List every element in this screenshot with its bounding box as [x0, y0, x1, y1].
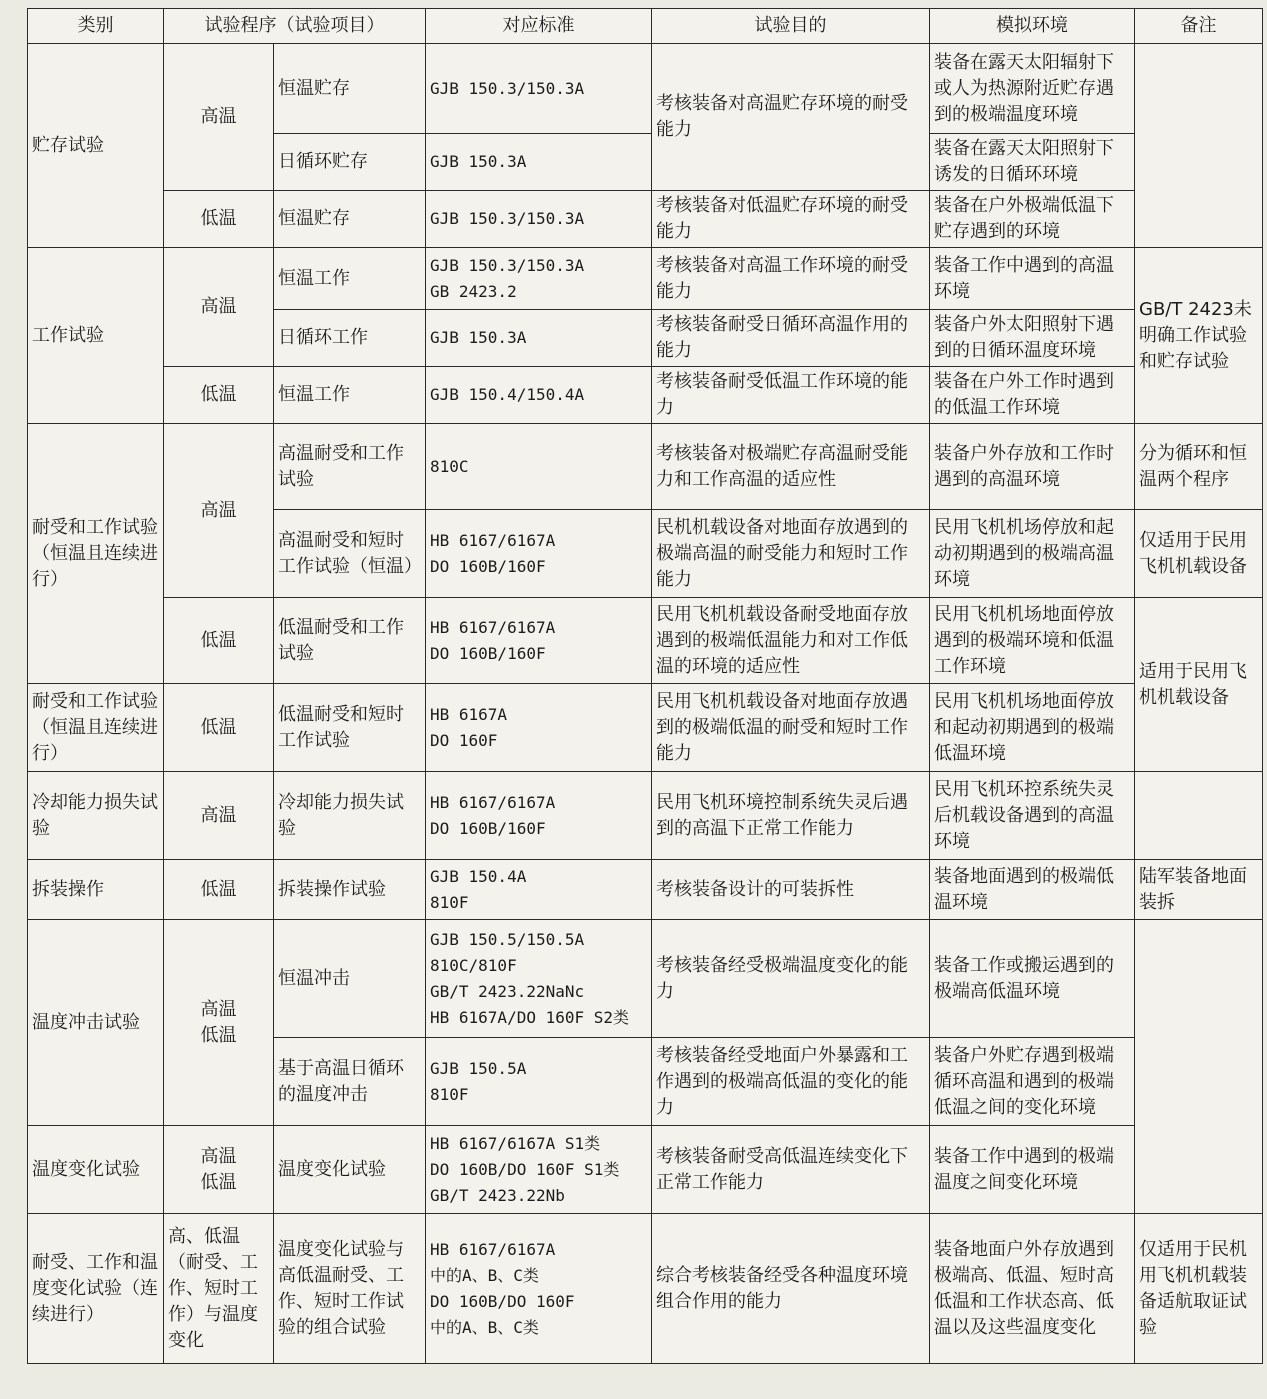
standard-cell: 810C [426, 424, 652, 510]
item-cell: 温度变化试验 [274, 1126, 426, 1214]
header-procedure: 试验程序（试验项目） [164, 9, 426, 44]
environment-cell: 民用飞机环控系统失灵后机载设备遇到的高温环境 [930, 772, 1135, 860]
environment-cell: 民用飞机机场停放和起动初期遇到的极端高温环境 [930, 510, 1135, 598]
purpose-cell: 考核装备经受极端温度变化的能力 [652, 920, 930, 1038]
purpose-cell: 考核装备对低温贮存环境的耐受能力 [652, 191, 930, 248]
purpose-cell: 考核装备设计的可装拆性 [652, 860, 930, 920]
standard-cell: HB 6167A DO 160F [426, 684, 652, 772]
category-cell: 拆装操作 [28, 860, 164, 920]
item-cell: 高温耐受和短时工作试验（恒温） [274, 510, 426, 598]
header-row [28, 9, 1263, 44]
purpose-cell: 民用飞机环境控制系统失灵后遇到的高温下正常工作能力 [652, 772, 930, 860]
table-row [28, 860, 1263, 920]
table-row [28, 920, 1263, 1038]
item-cell: 温度变化试验与高低温耐受、工作、短时工作试验的组合试验 [274, 1214, 426, 1364]
note-cell: GB/T 2423未明确工作试验和贮存试验 [1135, 248, 1263, 424]
standard-cell: GJB 150.3/150.3A [426, 191, 652, 248]
table-row [28, 248, 1263, 310]
item-cell: 高温耐受和工作试验 [274, 424, 426, 510]
table-row [28, 191, 1263, 248]
item-cell: 冷却能力损失试验 [274, 772, 426, 860]
note-cell: 仅适用于民用飞机机载设备 [1135, 510, 1263, 598]
table-row [28, 44, 1263, 134]
note-cell [1135, 920, 1263, 1214]
note-cell: 仅适用于民机用飞机机载装备适航取证试验 [1135, 1214, 1263, 1364]
purpose-cell: 考核装备经受地面户外暴露和工作遇到的极端高低温的变化的能力 [652, 1038, 930, 1126]
standard-cell: GJB 150.3A [426, 134, 652, 191]
standard-cell: GJB 150.3/150.3A GB 2423.2 [426, 248, 652, 310]
environment-cell: 装备在户外极端低温下贮存遇到的环境 [930, 191, 1135, 248]
environment-cell: 装备在露天太阳辐射下或人为热源附近贮存遇到的极端温度环境 [930, 44, 1135, 134]
temperature-cell: 高温 [164, 248, 274, 367]
category-cell: 冷却能力损失试验 [28, 772, 164, 860]
table-row [28, 1126, 1263, 1214]
environment-cell: 民用飞机机场地面停放遇到的极端环境和低温工作环境 [930, 598, 1135, 684]
temperature-cell: 高温 低温 [164, 920, 274, 1126]
table-row [28, 598, 1263, 684]
category-cell: 温度冲击试验 [28, 920, 164, 1126]
note-cell [1135, 772, 1263, 860]
item-cell: 低温耐受和短时工作试验 [274, 684, 426, 772]
temperature-cell: 高温 [164, 772, 274, 860]
category-cell: 耐受、工作和温度变化试验（连续进行） [28, 1214, 164, 1364]
category-cell: 工作试验 [28, 248, 164, 424]
standard-cell: GJB 150.3/150.3A [426, 44, 652, 134]
purpose-cell: 民用飞机机载设备耐受地面存放遇到的极端低温能力和对工作低温的环境的适应性 [652, 598, 930, 684]
item-cell: 低温耐受和工作试验 [274, 598, 426, 684]
temperature-cell: 低温 [164, 684, 274, 772]
environment-cell: 民用飞机机场地面停放和起动初期遇到的极端低温环境 [930, 684, 1135, 772]
environment-cell: 装备工作中遇到的高温环境 [930, 248, 1135, 310]
environment-cell: 装备户外太阳照射下遇到的日循环温度环境 [930, 310, 1135, 367]
standard-cell: GJB 150.5/150.5A 810C/810F GB/T 2423.22NaNc HB 6167A/DO 160F S2类 [426, 920, 652, 1038]
item-cell: 拆装操作试验 [274, 860, 426, 920]
table-row [28, 424, 1263, 510]
note-cell [1135, 44, 1263, 248]
environment-cell: 装备户外贮存遇到极端循环高温和遇到的极端低温之间的变化环境 [930, 1038, 1135, 1126]
table-row [28, 772, 1263, 860]
purpose-cell: 考核装备耐受高低温连续变化下正常工作能力 [652, 1126, 930, 1214]
item-cell: 恒温贮存 [274, 191, 426, 248]
standard-cell: HB 6167/6167A S1类 DO 160B/DO 160F S1类 GB/T 2423.22Nb [426, 1126, 652, 1214]
environment-cell: 装备地面户外存放遇到极端高、低温、短时高低温和工作状态高、低温以及这些温度变化 [930, 1214, 1135, 1364]
header-category: 类别 [28, 9, 164, 44]
environment-cell: 装备地面遇到的极端低温环境 [930, 860, 1135, 920]
standard-cell: GJB 150.4/150.4A [426, 367, 652, 424]
standard-cell: HB 6167/6167A 中的A、B、C类 DO 160B/DO 160F 中的A、B、C类 [426, 1214, 652, 1364]
note-cell: 陆军装备地面装拆 [1135, 860, 1263, 920]
standard-cell: GJB 150.4A 810F [426, 860, 652, 920]
temperature-cell: 高、低温（耐受、工作、短时工作）与温度变化 [164, 1214, 274, 1364]
standard-cell: GJB 150.5A 810F [426, 1038, 652, 1126]
temperature-cell: 高温 [164, 44, 274, 191]
purpose-cell: 民用飞机机载设备对地面存放遇到的极端低温的耐受和短时工作能力 [652, 684, 930, 772]
purpose-cell: 考核装备耐受低温工作环境的能力 [652, 367, 930, 424]
category-cell: 耐受和工作试验（恒温且连续进行） [28, 424, 164, 684]
item-cell: 基于高温日循环的温度冲击 [274, 1038, 426, 1126]
environment-cell: 装备工作中遇到的极端温度之间变化环境 [930, 1126, 1135, 1214]
header-purpose: 试验目的 [652, 9, 930, 44]
temperature-cell: 低温 [164, 860, 274, 920]
purpose-cell: 考核装备对极端贮存高温耐受能力和工作高温的适应性 [652, 424, 930, 510]
temperature-cell: 低温 [164, 367, 274, 424]
environment-cell: 装备在露天太阳照射下诱发的日循环环境 [930, 134, 1135, 191]
item-cell: 恒温贮存 [274, 44, 426, 134]
standard-cell: HB 6167/6167A DO 160B/160F [426, 772, 652, 860]
table-row [28, 684, 1263, 772]
temperature-cell: 高温 低温 [164, 1126, 274, 1214]
note-cell: 分为循环和恒温两个程序 [1135, 424, 1263, 510]
note-cell: 适用于民用飞机机载设备 [1135, 598, 1263, 772]
item-cell: 日循环工作 [274, 310, 426, 367]
environment-cell: 装备在户外工作时遇到的低温工作环境 [930, 367, 1135, 424]
category-cell: 耐受和工作试验（恒温且连续进行） [28, 684, 164, 772]
table-row [28, 1214, 1263, 1364]
purpose-cell: 考核装备对高温贮存环境的耐受能力 [652, 44, 930, 191]
table-row [28, 367, 1263, 424]
standard-cell: HB 6167/6167A DO 160B/160F [426, 598, 652, 684]
header-note: 备注 [1135, 9, 1263, 44]
header-environment: 模拟环境 [930, 9, 1135, 44]
temperature-cell: 高温 [164, 424, 274, 598]
category-cell: 温度变化试验 [28, 1126, 164, 1214]
temperature-cell: 低温 [164, 191, 274, 248]
environment-cell: 装备户外存放和工作时遇到的高温环境 [930, 424, 1135, 510]
header-standard: 对应标准 [426, 9, 652, 44]
item-cell: 恒温工作 [274, 248, 426, 310]
category-cell: 贮存试验 [28, 44, 164, 248]
item-cell: 恒温冲击 [274, 920, 426, 1038]
purpose-cell: 民机机载设备对地面存放遇到的极端高温的耐受能力和短时工作能力 [652, 510, 930, 598]
environment-cell: 装备工作或搬运遇到的极端高低温环境 [930, 920, 1135, 1038]
item-cell: 日循环贮存 [274, 134, 426, 191]
purpose-cell: 考核装备耐受日循环高温作用的能力 [652, 310, 930, 367]
temperature-cell: 低温 [164, 598, 274, 684]
purpose-cell: 考核装备对高温工作环境的耐受能力 [652, 248, 930, 310]
standard-cell: HB 6167/6167A DO 160B/160F [426, 510, 652, 598]
item-cell: 恒温工作 [274, 367, 426, 424]
standard-cell: GJB 150.3A [426, 310, 652, 367]
purpose-cell: 综合考核装备经受各种温度环境组合作用的能力 [652, 1214, 930, 1364]
temperature-test-table [27, 8, 1263, 1364]
